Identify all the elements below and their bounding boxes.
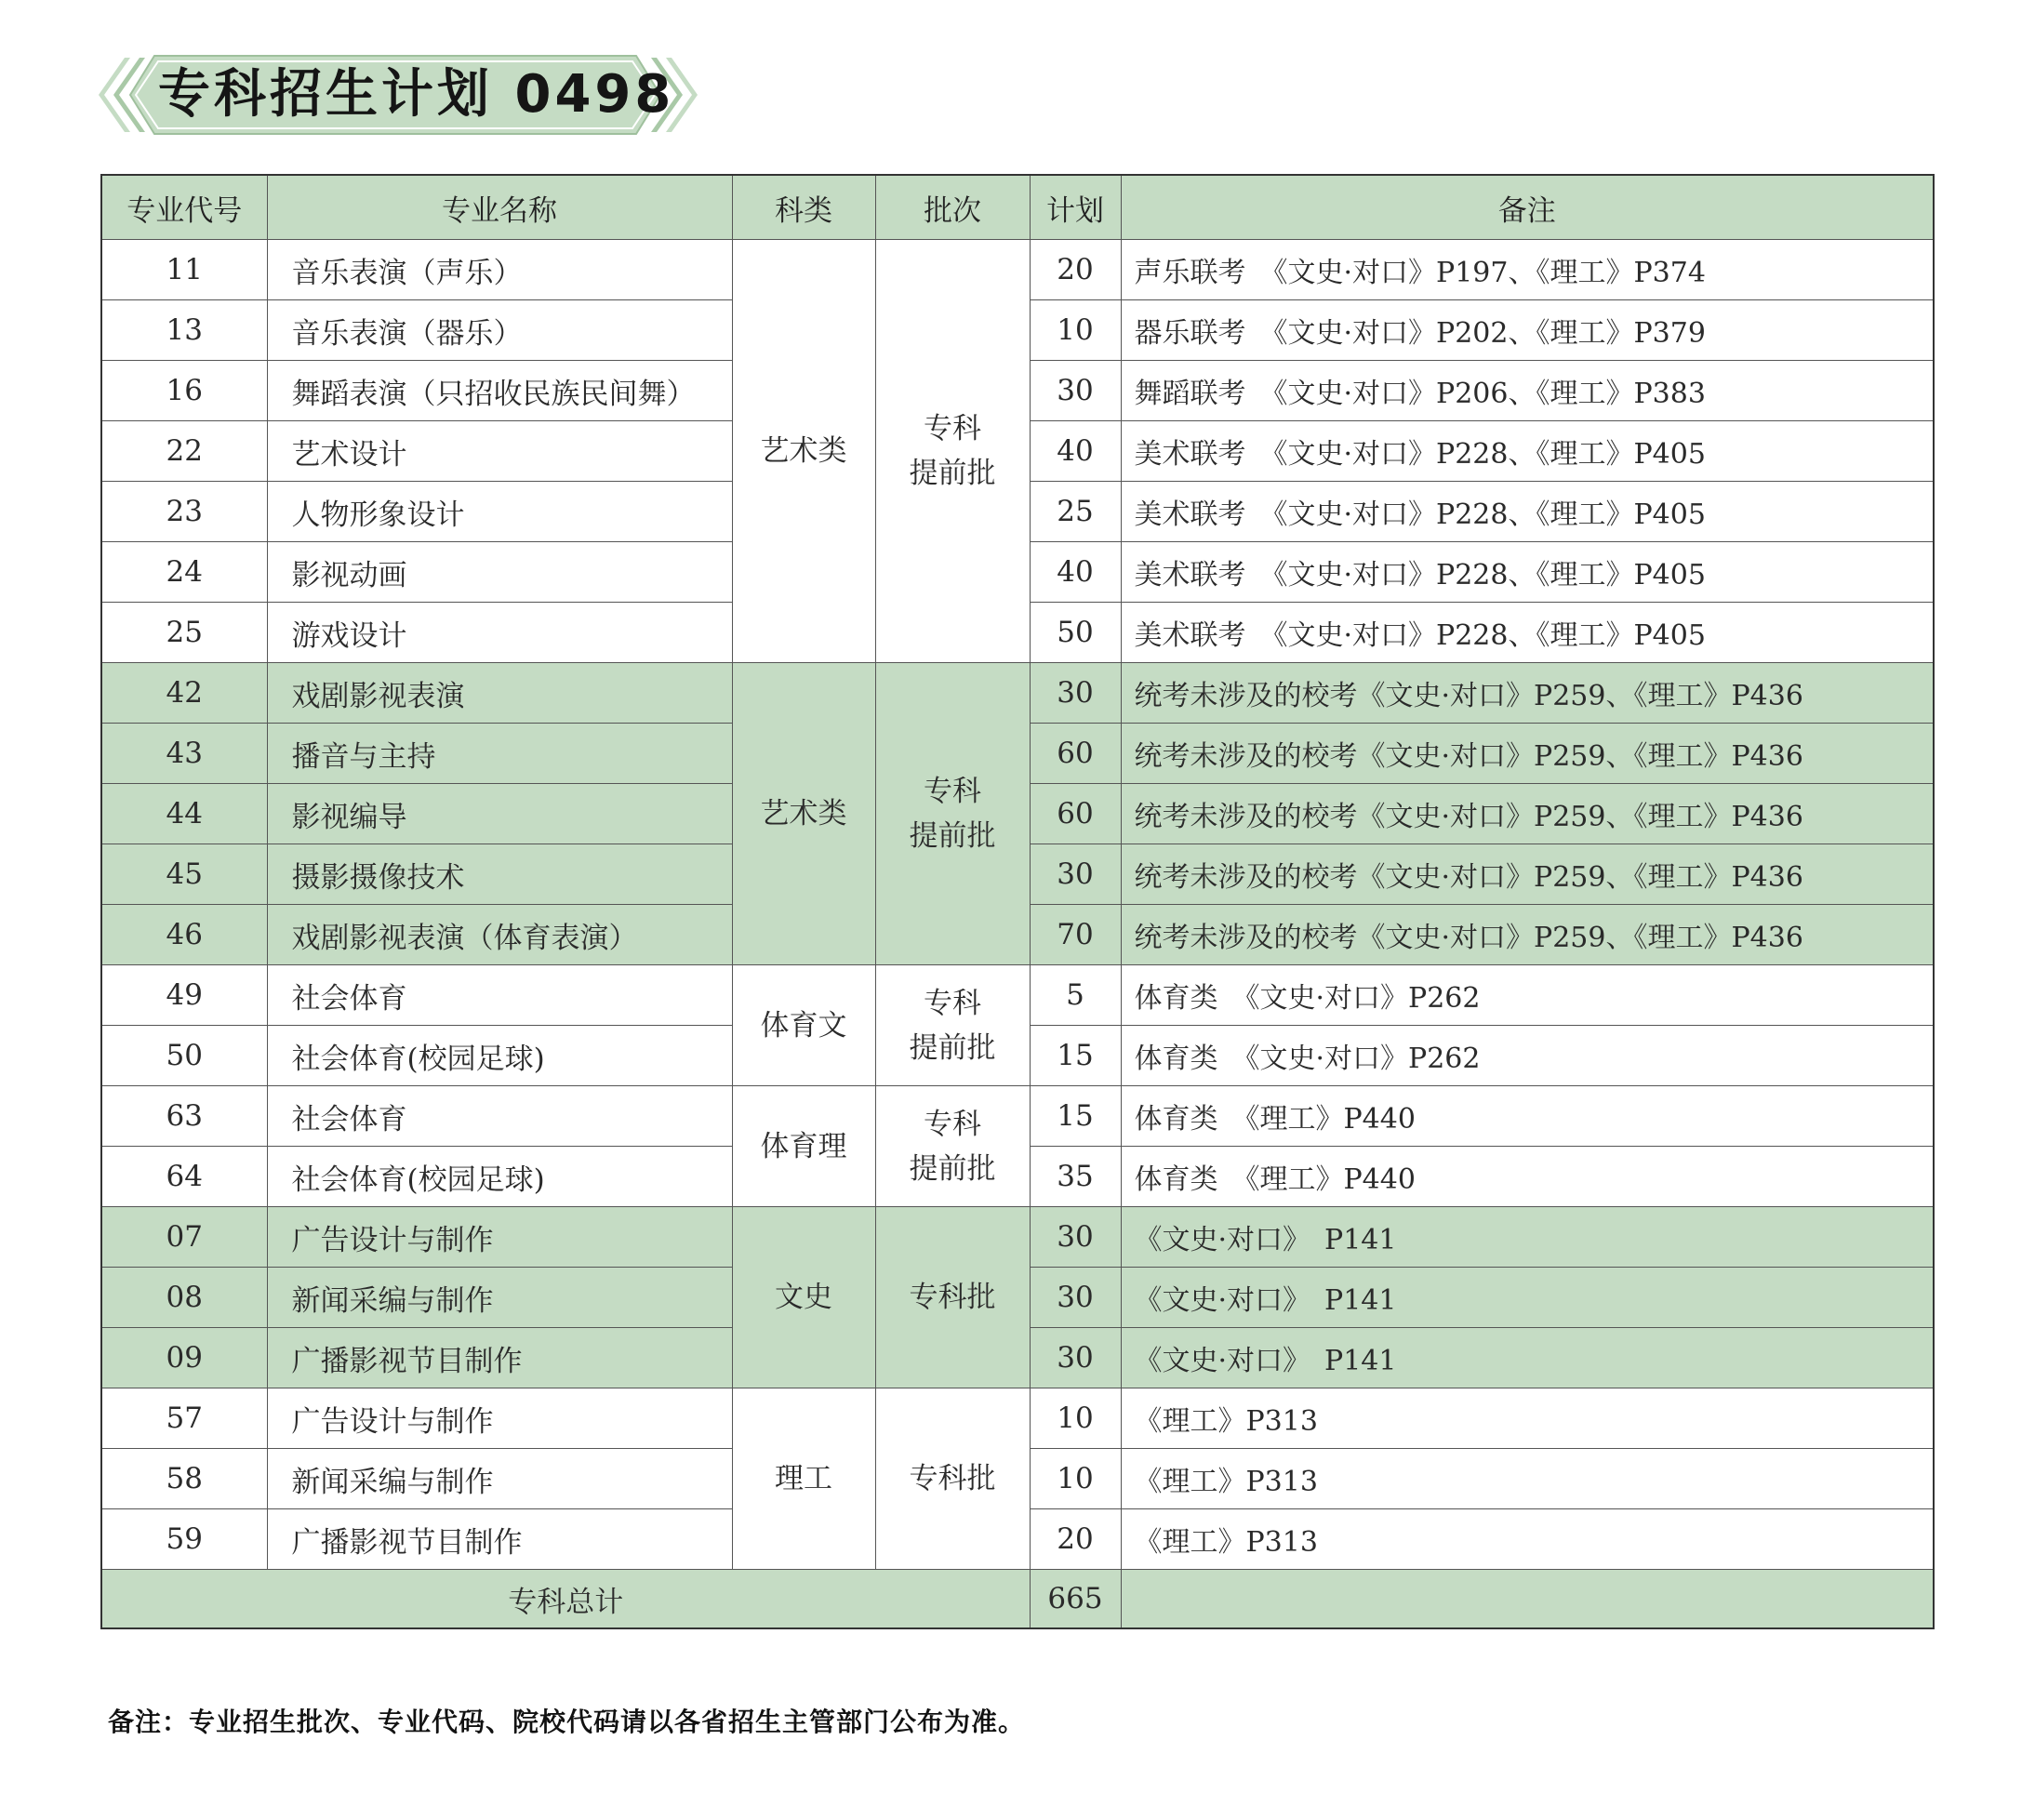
major-code: 44 — [101, 784, 267, 844]
major-name: 戏剧影视表演 — [267, 663, 732, 724]
remark: 统考未涉及的校考《文史·对口》P259、《理工》P436 — [1121, 844, 1934, 905]
major-code: 50 — [101, 1026, 267, 1086]
header-batch: 批次 — [875, 175, 1030, 240]
remark: 美术联考 《文史·对口》P228、《理工》P405 — [1121, 482, 1934, 542]
category-cell: 文史 — [732, 1207, 875, 1388]
major-code: 07 — [101, 1207, 267, 1268]
major-name: 人物形象设计 — [267, 482, 732, 542]
batch-cell: 专科批 — [875, 1388, 1030, 1570]
total-value: 665 — [1030, 1570, 1121, 1629]
remark: 体育类 《文史·对口》P262 — [1121, 1026, 1934, 1086]
remark: 美术联考 《文史·对口》P228、《理工》P405 — [1121, 421, 1934, 482]
major-name: 新闻采编与制作 — [267, 1268, 732, 1328]
major-name: 摄影摄像技术 — [267, 844, 732, 905]
plan-count: 35 — [1030, 1147, 1121, 1207]
plan-count: 20 — [1030, 240, 1121, 300]
remark: 声乐联考 《文史·对口》P197、《理工》P374 — [1121, 240, 1934, 300]
remark: 器乐联考 《文史·对口》P202、《理工》P379 — [1121, 300, 1934, 361]
batch-cell: 专科 提前批 — [875, 663, 1030, 965]
major-name: 音乐表演（器乐） — [267, 300, 732, 361]
major-name: 社会体育 — [267, 1086, 732, 1147]
major-code: 49 — [101, 965, 267, 1026]
plan-count: 30 — [1030, 361, 1121, 421]
remark: 统考未涉及的校考《文史·对口》P259、《理工》P436 — [1121, 724, 1934, 784]
header-note: 备注 — [1121, 175, 1934, 240]
plan-count: 15 — [1030, 1026, 1121, 1086]
plan-count: 60 — [1030, 784, 1121, 844]
major-name: 舞蹈表演（只招收民族民间舞） — [267, 361, 732, 421]
major-code: 64 — [101, 1147, 267, 1207]
remark: 统考未涉及的校考《文史·对口》P259、《理工》P436 — [1121, 905, 1934, 965]
major-code: 57 — [101, 1388, 267, 1449]
major-code: 43 — [101, 724, 267, 784]
total-label: 专科总计 — [101, 1570, 1030, 1629]
remark: 美术联考 《文史·对口》P228、《理工》P405 — [1121, 603, 1934, 663]
table-row — [101, 1086, 1934, 1147]
major-code: 16 — [101, 361, 267, 421]
footnote: 备注：专业招生批次、专业代码、院校代码请以各省招生主管部门公布为准。 — [108, 1707, 1026, 1737]
major-code: 42 — [101, 663, 267, 724]
table-row — [101, 1207, 1934, 1268]
plan-count: 10 — [1030, 1388, 1121, 1449]
remark: 《理工》P313 — [1121, 1449, 1934, 1509]
page-title: 专科招生计划 0498 — [158, 64, 675, 125]
plan-count: 30 — [1030, 1328, 1121, 1388]
plan-count: 50 — [1030, 603, 1121, 663]
table-row — [101, 240, 1934, 300]
category-cell: 艺术类 — [732, 240, 875, 663]
remark: 统考未涉及的校考《文史·对口》P259、《理工》P436 — [1121, 663, 1934, 724]
plan-count: 10 — [1030, 1449, 1121, 1509]
remark: 体育类 《理工》P440 — [1121, 1147, 1934, 1207]
remark: 舞蹈联考 《文史·对口》P206、《理工》P383 — [1121, 361, 1934, 421]
major-code: 24 — [101, 542, 267, 603]
remark: 《文史·对口》 P141 — [1121, 1268, 1934, 1328]
major-name: 社会体育 — [267, 965, 732, 1026]
batch-cell: 专科 提前批 — [875, 1086, 1030, 1207]
title-banner — [93, 48, 698, 141]
major-code: 45 — [101, 844, 267, 905]
plan-count: 30 — [1030, 1268, 1121, 1328]
major-name: 影视编导 — [267, 784, 732, 844]
major-code: 13 — [101, 300, 267, 361]
remark: 《理工》P313 — [1121, 1388, 1934, 1449]
batch-cell: 专科 提前批 — [875, 965, 1030, 1086]
plan-count: 25 — [1030, 482, 1121, 542]
major-code: 59 — [101, 1509, 267, 1570]
plan-count: 60 — [1030, 724, 1121, 784]
major-name: 艺术设计 — [267, 421, 732, 482]
major-code: 58 — [101, 1449, 267, 1509]
plan-count: 5 — [1030, 965, 1121, 1026]
plan-count: 20 — [1030, 1509, 1121, 1570]
batch-cell: 专科批 — [875, 1207, 1030, 1388]
major-code: 22 — [101, 421, 267, 482]
major-name: 播音与主持 — [267, 724, 732, 784]
plan-count: 40 — [1030, 542, 1121, 603]
major-name: 音乐表演（声乐） — [267, 240, 732, 300]
remark: 统考未涉及的校考《文史·对口》P259、《理工》P436 — [1121, 784, 1934, 844]
major-code: 63 — [101, 1086, 267, 1147]
plan-count: 40 — [1030, 421, 1121, 482]
major-code: 25 — [101, 603, 267, 663]
plan-count: 10 — [1030, 300, 1121, 361]
header-code: 专业代号 — [101, 175, 267, 240]
category-cell: 理工 — [732, 1388, 875, 1570]
major-name: 社会体育(校园足球) — [267, 1147, 732, 1207]
category-cell: 艺术类 — [732, 663, 875, 965]
major-code: 08 — [101, 1268, 267, 1328]
remark: 美术联考 《文史·对口》P228、《理工》P405 — [1121, 542, 1934, 603]
major-name: 戏剧影视表演（体育表演） — [267, 905, 732, 965]
major-name: 游戏设计 — [267, 603, 732, 663]
header-name: 专业名称 — [267, 175, 732, 240]
major-name: 社会体育(校园足球) — [267, 1026, 732, 1086]
category-cell: 体育文 — [732, 965, 875, 1086]
major-name: 广播影视节目制作 — [267, 1509, 732, 1570]
table-row — [101, 1388, 1934, 1449]
total-note-empty — [1121, 1570, 1934, 1629]
category-cell: 体育理 — [732, 1086, 875, 1207]
major-name: 广播影视节目制作 — [267, 1328, 732, 1388]
major-code: 11 — [101, 240, 267, 300]
plan-count: 30 — [1030, 844, 1121, 905]
table-header-row — [101, 175, 1934, 240]
plan-count: 30 — [1030, 1207, 1121, 1268]
plan-count: 70 — [1030, 905, 1121, 965]
remark: 体育类 《文史·对口》P262 — [1121, 965, 1934, 1026]
remark: 《文史·对口》 P141 — [1121, 1207, 1934, 1268]
major-code: 23 — [101, 482, 267, 542]
table-row — [101, 663, 1934, 724]
major-code: 46 — [101, 905, 267, 965]
major-code: 09 — [101, 1328, 267, 1388]
major-name: 广告设计与制作 — [267, 1388, 732, 1449]
table-row — [101, 965, 1934, 1026]
major-name: 广告设计与制作 — [267, 1207, 732, 1268]
remark: 《理工》P313 — [1121, 1509, 1934, 1570]
plan-count: 15 — [1030, 1086, 1121, 1147]
major-name: 新闻采编与制作 — [267, 1449, 732, 1509]
header-category: 科类 — [732, 175, 875, 240]
major-name: 影视动画 — [267, 542, 732, 603]
enrollment-plan-table — [100, 174, 1935, 1629]
header-plan: 计划 — [1030, 175, 1121, 240]
plan-count: 30 — [1030, 663, 1121, 724]
total-row — [101, 1570, 1934, 1629]
remark: 体育类 《理工》P440 — [1121, 1086, 1934, 1147]
remark: 《文史·对口》 P141 — [1121, 1328, 1934, 1388]
batch-cell: 专科 提前批 — [875, 240, 1030, 663]
